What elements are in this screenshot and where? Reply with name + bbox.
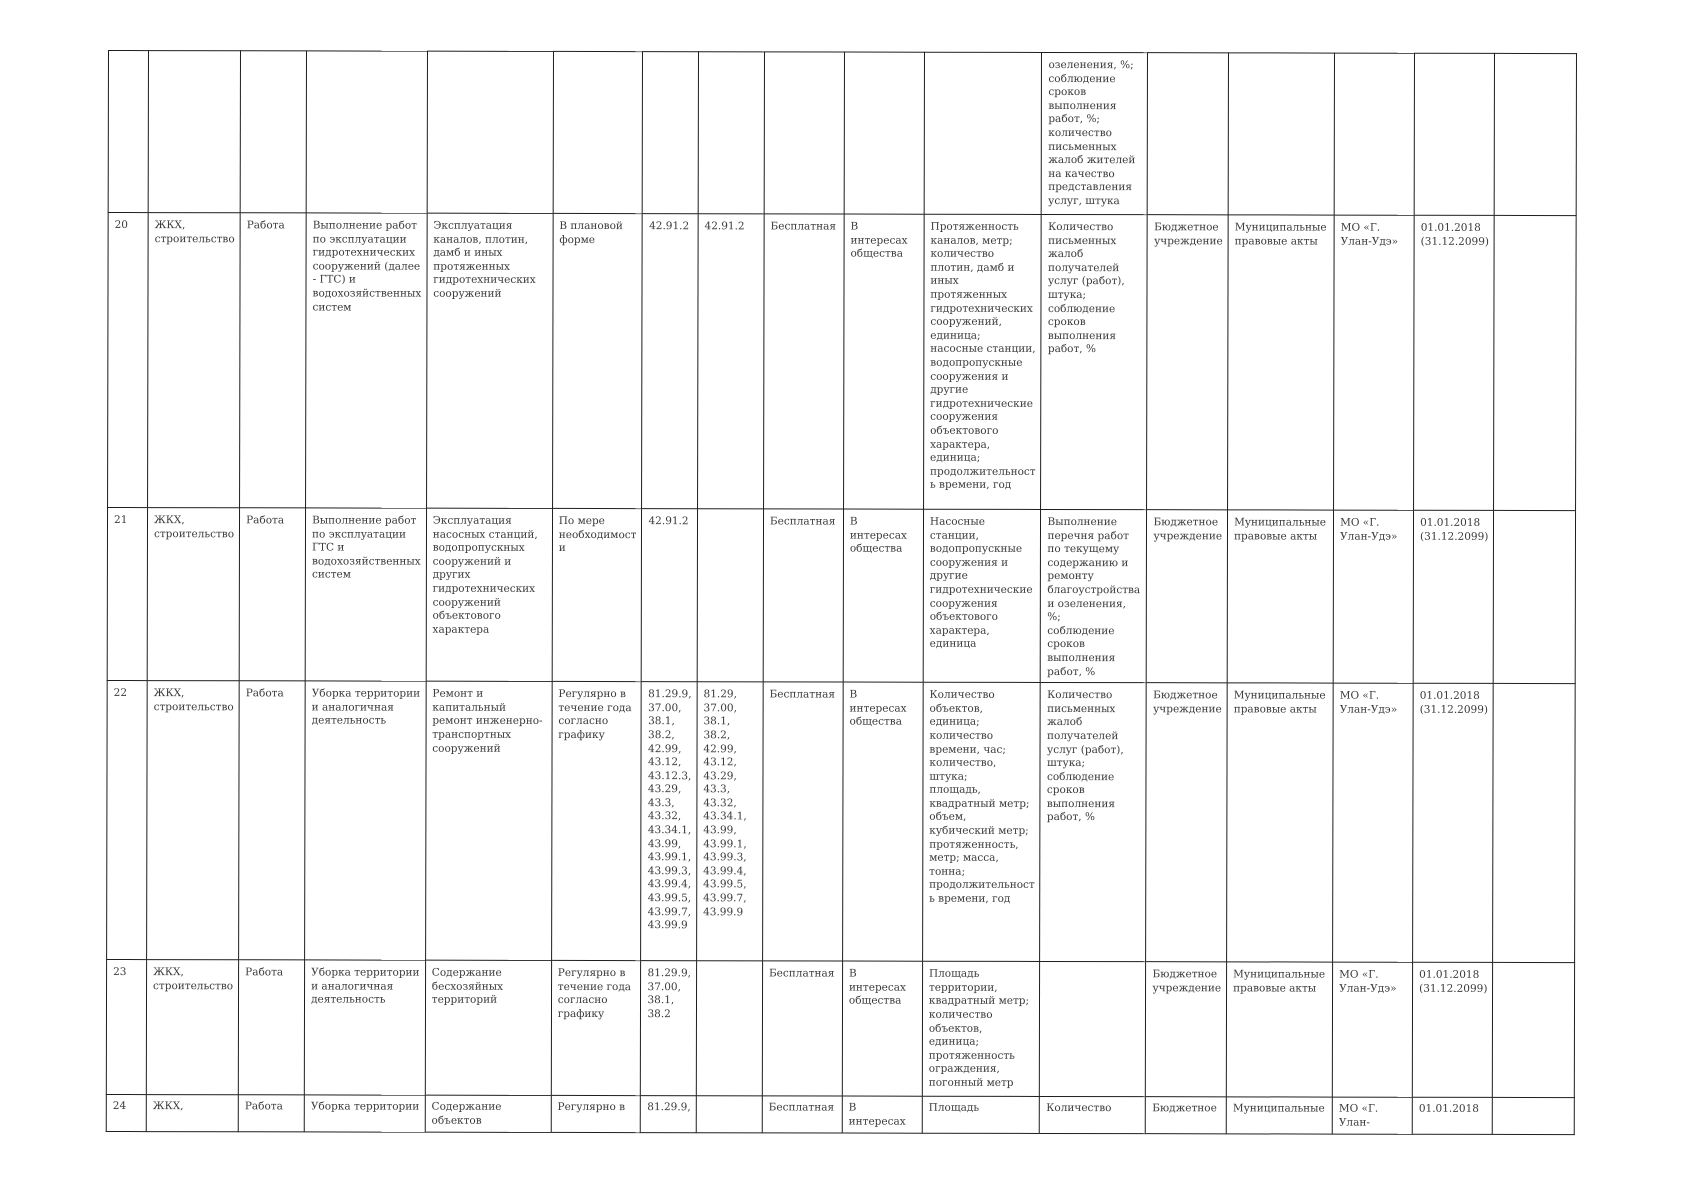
cell-sector (146, 960, 238, 1095)
type-text: Работа (246, 514, 285, 527)
institution-text: Бюджетное учреждение (1153, 516, 1223, 542)
sector-text: ЖКХ, строительство (153, 687, 234, 713)
content-text: Ремонт и капитальный ремонт инженерно-транспортных сооружений (432, 687, 543, 755)
content-text: Эксплуатация насосных станций, водопропускных сооружений и других гидротехнических сооружений объектового характера (432, 514, 538, 636)
acts-text: Муниципальные правовые акты (1234, 221, 1327, 248)
quality-indicators-text: Количество письменных жалоб получателей услуг (работ), штука; соблюдение сроков выполнения работ, % (1046, 689, 1124, 824)
content-text: Содержание бесхозяйных территорий (431, 966, 504, 1007)
sector-text: ЖКХ, строительство (153, 514, 235, 540)
cell-payment (762, 1096, 842, 1133)
cell-payment (763, 509, 843, 682)
okpd-codes: 81.29, 37.00, 38.1, 38.2, 42.99, 43.12, 43.29, 43.3, 43.32, 43.34.1, 43.99, 43.99.1, 43.99.3, 43.99.4, 43.99.5, 43.99.7, 43.99.9 (703, 688, 747, 918)
volume-indicators-text: Насосные станции, водопропускные сооружения и другие гидротехнические сооружения объектового характера, единица (929, 515, 1033, 651)
cell-institution (1147, 215, 1228, 510)
cell-extra (1495, 53, 1577, 215)
cell-type (238, 960, 304, 1095)
cell-sector (148, 51, 240, 213)
interest-text: В интересах общества (849, 515, 907, 555)
cell-owner (1332, 1097, 1412, 1134)
cell-sector (146, 1095, 238, 1132)
acts-text: Муниципальные правовые акты (1233, 689, 1326, 716)
payment-text: Бесплатная (768, 967, 835, 980)
volume-indicators-text: Площадь (928, 1101, 980, 1114)
cell-payment (763, 214, 844, 509)
cell-date (1412, 1097, 1492, 1134)
cell-okpd (697, 509, 763, 682)
cell-volume (923, 214, 1041, 509)
cell-type (240, 51, 306, 213)
content-text: Содержание объектов (431, 1100, 502, 1127)
cell-date (1413, 683, 1494, 962)
acts-text: Муниципальные правовые акты (1234, 516, 1326, 543)
cell-form (551, 682, 641, 961)
form-text: По мере необходимост и (558, 514, 637, 555)
content-text: Эксплуатация каналов, плотин, дамб и иных протяженных гидротехнических сооружений (433, 219, 536, 300)
row-number: 20 (114, 219, 129, 232)
cell-type (240, 213, 307, 508)
cell-okved (642, 509, 698, 682)
cell-extra (1493, 1098, 1575, 1135)
cell-institution (1146, 683, 1227, 962)
form-text: В плановой форме (559, 219, 623, 246)
cell-form (551, 961, 641, 1096)
cell-extra (1493, 963, 1575, 1098)
interest-text: В интересах (848, 1101, 906, 1128)
okved-codes: 81.29.9, 37.00, 38.1, 38.2 (647, 967, 691, 1021)
cell-okpd (696, 961, 762, 1096)
date-text: 01.01.2018 (31.12.2099) (1420, 516, 1489, 543)
date-text: 01.01.2018 (31.12.2099) (1419, 689, 1489, 716)
quality-indicators-text: Количество письменных жалоб получателей услуг (работ), штука; соблюдение сроков выполнения работ, % (1047, 220, 1125, 356)
cell-num (106, 1095, 146, 1132)
cell-num (107, 508, 147, 681)
cell-institution (1146, 962, 1227, 1097)
volume-indicators-text: Площадь территории, квадратный метр; количество объектов, единица; протяженность ограждения, погонный метр (928, 967, 1030, 1089)
cell-content (426, 508, 552, 681)
cell-owner (1333, 510, 1413, 683)
owner-text: МО «Г. Улан- (1338, 1102, 1379, 1129)
cell-payment (764, 52, 844, 214)
cell-date (1414, 215, 1495, 510)
cell-acts (1227, 510, 1333, 683)
cell-payment (762, 682, 843, 961)
sector-text: ЖКХ, строительство (153, 966, 234, 992)
cell-institution (1147, 510, 1228, 683)
cell-num (106, 960, 146, 1095)
table-row (108, 213, 1577, 511)
cell-okved (643, 52, 699, 214)
cell-owner (1334, 215, 1415, 510)
cell-form (553, 51, 643, 213)
type-text: Работа (245, 687, 284, 700)
row-number: 23 (113, 966, 127, 979)
name-text: Выполнение работ по эксплуатации ГТС и водохозяйственных систем (311, 514, 421, 581)
type-text: Работа (246, 219, 285, 232)
cell-quality (1041, 214, 1148, 509)
name-text: Уборка территории и аналогичная деятельность (311, 687, 421, 727)
cell-name (305, 508, 426, 681)
services-register-table (106, 50, 1578, 1135)
form-text: Регулярно в (557, 1101, 626, 1114)
cell-sector (147, 508, 239, 681)
cell-type (238, 1095, 304, 1132)
cell-form (551, 1096, 641, 1133)
cell-date (1413, 510, 1494, 683)
cell-type (239, 681, 306, 960)
cell-content (426, 213, 553, 508)
okved-codes: 42.91.2 (649, 220, 690, 233)
institution-text: Бюджетное учреждение (1154, 221, 1223, 247)
cell-extra (1494, 215, 1577, 510)
table-row-continued (108, 51, 1577, 216)
payment-text: Бесплатная (770, 220, 836, 233)
cell-owner (1334, 53, 1414, 215)
cell-num (108, 213, 149, 508)
name-text: Выполнение работ по эксплуатации гидротехнических сооружений (далее - ГТС) и водохозяйственных систем (312, 219, 422, 314)
cell-acts (1228, 53, 1334, 215)
cell-payment (762, 961, 842, 1096)
cell-owner (1332, 962, 1412, 1097)
cell-date (1412, 962, 1493, 1097)
cell-okved (642, 214, 698, 509)
cell-quality (1042, 52, 1148, 214)
cell-quality (1040, 962, 1146, 1097)
cell-num (107, 681, 148, 960)
cell-sector (148, 213, 241, 508)
cell-interest (844, 52, 924, 214)
okved-codes: 81.29.9, 37.00, 38.1, 38.2, 42.99, 43.12, 43.12.3, 43.29, 43.3, 43.32, 43.34.1, 43.99, 43.99.1, 43.99.3, 43.99.4, 43.99.5, 43.99.7, 43.99.9 (647, 688, 692, 932)
interest-text: В интересах общества (850, 220, 908, 260)
cell-institution (1148, 53, 1229, 215)
cell-content (425, 1095, 551, 1132)
volume-indicators-text: Протяженность каналов, метр; количество плотин, дамб и иных протяженных гидротехнических сооружений, единица; насосные станции, водопропускные сооружения и другие гидротехнические сооружения объектового характера, единица; продолжительност ь времени, год (929, 220, 1036, 492)
cell-type (239, 508, 305, 681)
cell-okpd (697, 214, 764, 509)
interest-text: В интересах общества (848, 967, 906, 1007)
institution-text: Бюджетное учреждение (1152, 968, 1222, 995)
cell-acts (1226, 1097, 1332, 1134)
owner-text: МО «Г. Улан-Удэ» (1339, 689, 1398, 716)
cell-content (425, 960, 551, 1095)
cell-volume (922, 961, 1040, 1096)
form-text: Регулярно в течение года согласно графику (558, 688, 632, 741)
cell-form (552, 508, 642, 681)
quality-indicators-text: Выполнение перечня работ по текущему содержанию и ремонту благоустройства и озеленения, %; соблюдение сроков выполнения работ, % (1047, 515, 1141, 678)
volume-indicators-text: Количество объектов, единица; количество времени, час; количество, штука; площадь, квадратный метр; объем, кубический метр; протяженность, метр; масса, тонна; продолжительност ь времени, год (929, 688, 1035, 905)
cell-okved (641, 682, 697, 961)
sector-text: ЖКХ, (152, 1100, 184, 1113)
cell-name (306, 51, 427, 213)
row-number: 24 (112, 1100, 127, 1113)
cell-date (1414, 53, 1495, 215)
cell-quality (1040, 683, 1147, 962)
okpd-codes: 42.91.2 (704, 220, 745, 233)
cell-institution (1146, 1097, 1227, 1134)
form-text: Регулярно в течение года согласно графику (557, 967, 632, 1020)
date-text: 01.01.2018 (31.12.2099) (1420, 221, 1490, 248)
cell-acts (1226, 962, 1332, 1097)
table-row (106, 1095, 1574, 1135)
cell-num (108, 51, 148, 213)
owner-text: МО «Г. Улан-Удэ» (1340, 516, 1398, 543)
cell-acts (1228, 215, 1335, 510)
table-row (107, 681, 1576, 963)
cell-interest (842, 682, 923, 961)
institution-text: Бюджетное учреждение (1153, 689, 1222, 716)
quality-indicators-text: озеленения, %; соблюдение сроков выполнения работ, %; количество письменных жалоб жителей на качество представления услуг, штука (1048, 58, 1136, 208)
table-row (107, 508, 1576, 684)
type-text: Работа (245, 966, 284, 979)
cell-interest (843, 509, 923, 682)
cell-acts (1227, 683, 1334, 962)
cell-content (427, 51, 553, 213)
cell-quality (1040, 1097, 1146, 1134)
sector-text: ЖКХ, строительство (154, 219, 235, 245)
date-text: 01.01.2018 (31.12.2099) (1419, 968, 1488, 995)
cell-interest (842, 1096, 922, 1133)
payment-text: Бесплатная (769, 515, 836, 528)
cell-name (306, 213, 427, 508)
cell-name (304, 1095, 425, 1132)
cell-interest (842, 961, 922, 1096)
cell-volume (922, 682, 1040, 961)
cell-sector (147, 681, 240, 960)
payment-text: Бесплатная (768, 1101, 835, 1114)
cell-okpd (698, 52, 764, 214)
cell-okved (641, 1096, 696, 1133)
cell-volume (922, 1096, 1040, 1133)
cell-extra (1493, 684, 1576, 963)
name-text: Уборка территории (310, 1100, 420, 1113)
cell-volume (924, 52, 1042, 214)
cell-name (305, 681, 426, 960)
acts-text: Муниципальные (1232, 1102, 1325, 1115)
okved-codes: 81.29.9, (647, 1101, 691, 1114)
cell-okpd (696, 1096, 762, 1133)
payment-text: Бесплатная (769, 688, 836, 701)
date-text: 01.01.2018 (1418, 1102, 1480, 1115)
cell-volume (923, 509, 1041, 682)
cell-interest (843, 214, 924, 509)
row-number: 21 (114, 514, 128, 527)
okved-codes: 42.91.2 (648, 515, 689, 528)
row-number: 22 (113, 687, 128, 700)
cell-okpd (696, 682, 763, 961)
name-text: Уборка территории и аналогичная деятельность (311, 966, 420, 1006)
interest-text: В интересах общества (849, 688, 907, 728)
institution-text: Бюджетное (1152, 1102, 1217, 1115)
cell-name (304, 960, 425, 1095)
cell-owner (1333, 683, 1414, 962)
type-text: Работа (244, 1100, 283, 1113)
cell-okved (641, 961, 697, 1096)
quality-indicators-text: Количество (1046, 1102, 1112, 1115)
table-row (106, 960, 1575, 1098)
cell-extra (1494, 510, 1576, 683)
owner-text: МО «Г. Улан-Удэ» (1340, 221, 1399, 248)
cell-content (425, 681, 552, 960)
owner-text: МО «Г. Улан-Удэ» (1339, 968, 1397, 995)
cell-quality (1041, 509, 1147, 682)
acts-text: Муниципальные правовые акты (1233, 968, 1326, 995)
cell-form (552, 213, 642, 508)
